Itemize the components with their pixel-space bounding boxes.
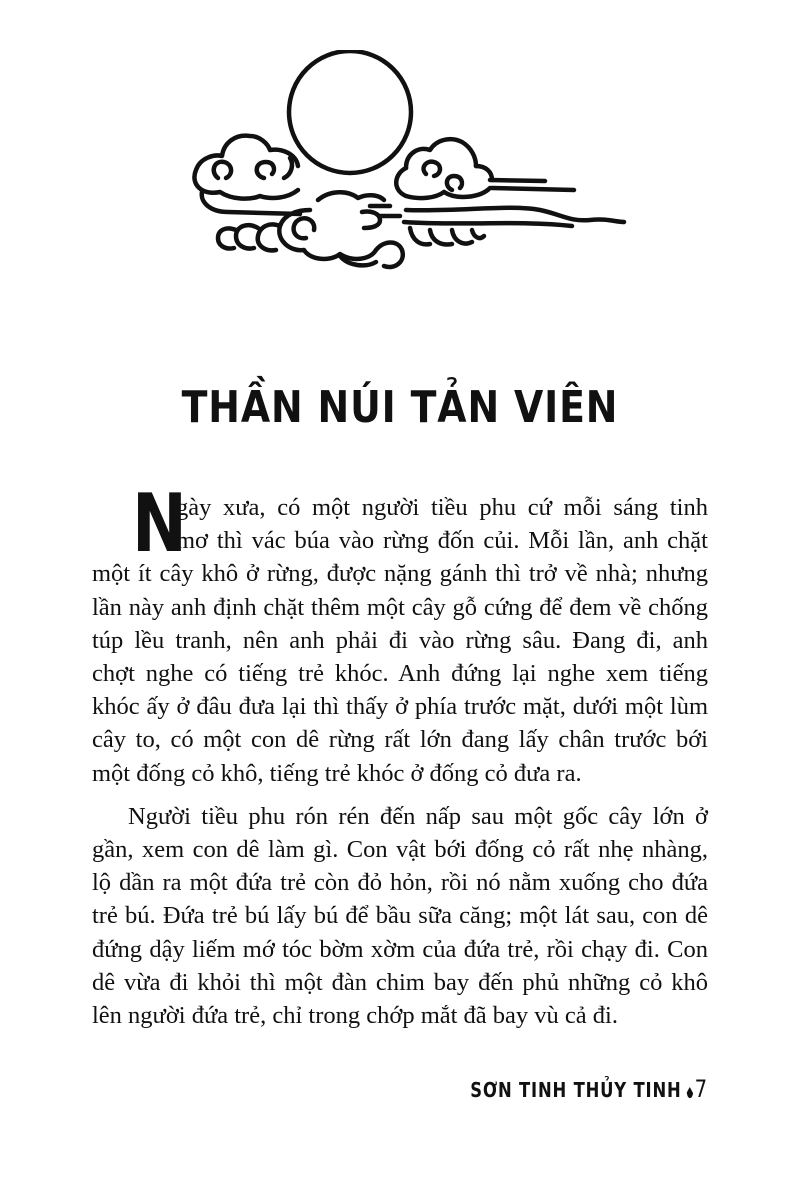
moon-and-clouds-illustration (180, 50, 630, 270)
moon-icon (289, 51, 411, 173)
left-cloud-icon (194, 136, 300, 214)
lower-cloud-icon (218, 192, 403, 267)
text-line: đứng dậy liếm mớ tóc bờm xờm của đứa trẻ, rồi chạy đi. Con (92, 935, 708, 963)
text-line: một ít cây khô ở rừng, được nặng gánh thì trở về nhà; nhưng (92, 560, 708, 588)
page-footer (470, 1074, 708, 1105)
text-line: trẻ bú. Đứa trẻ bú lấy bú để bầu sữa căng; một lát sau, con dê (92, 902, 708, 930)
text-line: Người tiều phu rón rén đến nấp sau một gốc cây lớn ở (128, 802, 708, 830)
water-drop-icon (686, 1087, 693, 1098)
chapter-title: THẦN NÚI TẢN VIÊN (181, 382, 619, 433)
text-line: khóc ấy ở đâu đưa lại thì thấy ở phía trước mặt, dưới một lùm (92, 693, 708, 721)
drop-cap: N (132, 477, 187, 570)
page-number: 7 (694, 1075, 708, 1103)
story-body (92, 477, 708, 1032)
text-line: gần, xem con dê làm gì. Con vật bới đống cỏ rất nhẹ nhàng, (92, 836, 708, 864)
book-title: SƠN TINH THỦY TINH (470, 1078, 682, 1102)
text-line: cây to, có một con dê rừng rất lớn đang lấy chân trước bới (92, 726, 708, 754)
text-line: lộ dần ra một đứa trẻ còn đỏ hỏn, rồi nó nằm xuống cho đứa (92, 869, 708, 897)
text-line: túp lều tranh, nên anh phải đi vào rừng sâu. Đang đi, anh (92, 626, 708, 654)
text-line: một đống cỏ khô, tiếng trẻ khóc ở đống cỏ đưa ra. (92, 759, 582, 787)
paragraph-2 (92, 800, 708, 1032)
text-line: lần này anh định chặt thêm một cây gỗ cứng để đem về chống (92, 593, 708, 621)
text-line: dê vừa đi khỏi thì một đàn chim bay đến phủ những cỏ khô (92, 968, 708, 996)
text-line: lên người đứa trẻ, chỉ trong chớp mắt đã bay vù cả đi. (92, 1002, 618, 1030)
text-line: chợt nghe có tiếng trẻ khóc. Anh đứng lại nghe xem tiếng (92, 660, 708, 688)
paragraph-1 (92, 477, 708, 790)
wind-lines-icon (370, 206, 624, 244)
text-line: mơ thì vác búa vào rừng đốn củi. Mỗi lần, anh chặt (176, 527, 708, 555)
right-cloud-icon (396, 139, 574, 198)
text-line: gày xưa, có một người tiều phu cứ mỗi sáng tinh (176, 494, 708, 521)
